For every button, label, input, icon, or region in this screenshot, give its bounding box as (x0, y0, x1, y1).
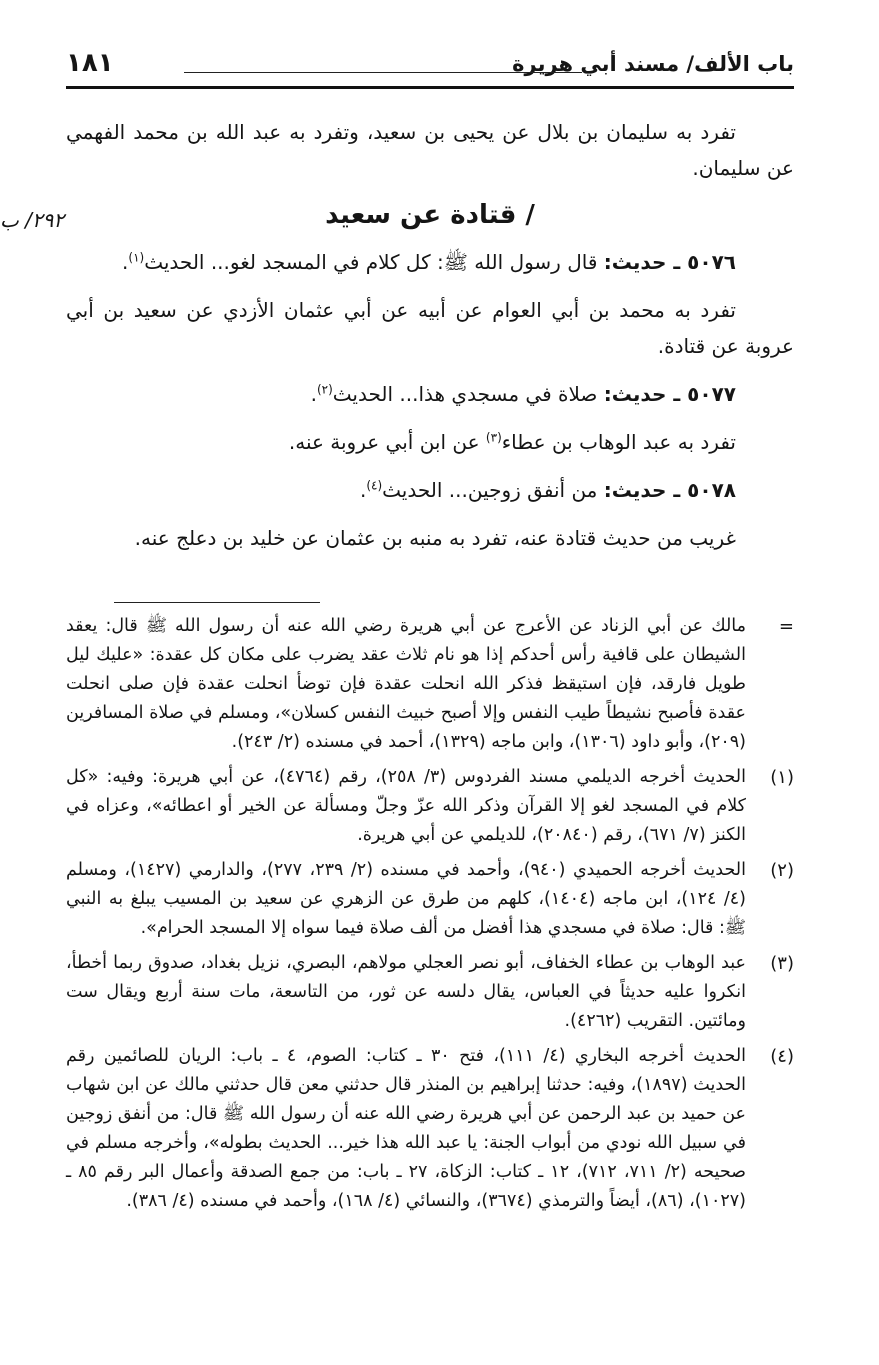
paragraph-2: تفرد به محمد بن أبي العوام عن أبيه عن أبي عثمان الأزدي عن سعيد بن أبي عروبة عن قتادة. (66, 298, 794, 358)
paragraph-3 (66, 424, 794, 460)
page-header (66, 46, 794, 90)
paragraph-3-end: عن ابن أبي عروبة عنه. (288, 430, 480, 454)
header-leader-line (184, 72, 582, 73)
footnote-4 (66, 1042, 794, 1216)
header-rule (66, 86, 794, 89)
footnotes (66, 612, 794, 1222)
hadith-text: من أنفق زوجين... الحديث (382, 478, 598, 502)
footnote-text: عبد الوهاب بن عطاء الخفاف، أبو نصر العجلي مولاهم، البصري، نزيل بغداد، صدوق ربما أخطأ، انكروا عليه حديثاً في العباس، يقال دلسه عن ثور، من التاسعة، مات سنة أربع ويقال ست ومائتين. التقريب (٤٢٦٢). (66, 953, 746, 1031)
hadith-5078: ٥٠٧٨ ـ حديث: من أنفق زوجين... الحديث$^{(٤)}$. (359, 478, 736, 502)
running-title: باب الألف/ مسند أبي هريرة (512, 52, 794, 76)
hadith-text: قال رسول الله ﷺ: كل كلام في المسجد لغو... الحديث (144, 250, 598, 274)
main-text (66, 114, 794, 556)
footnote-1 (66, 763, 794, 850)
footnote-text: الحديث أخرجه الحميدي (٩٤٠)، وأحمد في مسنده (٢/ ٢٣٩، ٢٧٧)، والدارمي (١٤٢٧)، ومسلم (٤/ ١٢٤)، ابن ماجه (١٤٠٤)، كلهم من طرق عن الزهري عن سعيد بن المسيب يبلغ به النبي ﷺ: قال: صلاة في مسجدي هذا أفضل من ألف صلاة فيما سواه إلا المسجد الحرام». (66, 860, 746, 938)
footnote-ref: (٣) (485, 430, 502, 445)
hadith-number: ٥٠٧٧ ـ حديث: (603, 382, 736, 406)
footnote-marker: (٣) (770, 953, 794, 974)
paragraph-1: تفرد به سليمان بن بلال عن يحيى بن سعيد، وتفرد به عبد الله بن محمد الفهمي عن سليمان. (66, 120, 794, 180)
footnote-ref: (١) (128, 250, 145, 265)
hadith-5076: ٥٠٧٦ ـ حديث: قال رسول الله ﷺ: كل كلام في المسجد لغو... الحديث$^{(١)}$. (122, 250, 736, 274)
footnote-text: الحديث أخرجه الديلمي مسند الفردوس (٣/ ٢٥٨)، رقم (٤٧٦٤)، عن أبي هريرة: وفيه: «كل كلام في المسجد لغو إلا القرآن وذكر الله عزّ وجلّ ومسألة عن الخير أو اعطائه»، وعزاه في الكنز (٧/ ٦٧١)، رقم (٢٠٨٤٠)، للديلمي عن أبي هريرة. (66, 767, 747, 845)
footnote-marker: (٢) (770, 860, 794, 881)
page-number: ١٨١ (66, 48, 114, 78)
footnote-text: مالك عن أبي الزناد عن الأعرج عن أبي هريرة رضي الله عنه أن رسول الله ﷺ قال: يعقد الشيطان على قافية رأس أحدكم إذا هو نام ثلاث عقد يضرب على مكان كل عقدة: «عليك ليل طويل فارقد، فإن استيقظ فذكر الله انحلت عقدة فإن توضأ انحلت عقدة فإن صلى انحلت عقدة فأصبح نشيطاً طيب النفس وإلا أصبح خبيث النفس كسلان»، ومسلم في صلاة المسافرين (٢٠٩)، وأبو داود (١٣٠٦)، وابن ماجه (١٣٢٩)، أحمد في مسنده (٢/ ٢٤٣). (66, 616, 746, 752)
footnote-marker: (١) (770, 767, 794, 788)
footnote-ref: (٤) (366, 478, 383, 493)
margin-note: ٢٩٢/ ب (0, 208, 65, 232)
paragraph-4: غريب من حديث قتادة عنه، تفرد به منبه بن عثمان عن خليد بن دعلج عنه. (134, 526, 736, 550)
hadith-5077: ٥٠٧٧ ـ حديث: صلاة في مسجدي هذا... الحديث$^{(٢)}$. (310, 382, 736, 406)
footnote-ref: (٢) (316, 382, 333, 397)
footnote-marker: = (778, 616, 794, 637)
footnote-separator (114, 602, 320, 603)
hadith-text: صلاة في مسجدي هذا... الحديث (332, 382, 598, 406)
section-heading: / قتادة عن سعيد (325, 200, 535, 230)
footnote-marker: (٤) (770, 1046, 794, 1067)
hadith-number: ٥٠٧٨ ـ حديث: (603, 478, 736, 502)
footnote-3 (66, 949, 794, 1036)
hadith-number: ٥٠٧٦ ـ حديث: (603, 250, 736, 274)
footnote-continuation (66, 612, 794, 757)
paragraph-3-start: تفرد به عبد الوهاب بن عطاء (501, 430, 736, 454)
footnote-2 (66, 856, 794, 943)
footnote-text: الحديث أخرجه البخاري (٤/ ١١١)، فتح ٣٠ ـ كتاب: الصوم، ٤ ـ باب: الريان للصائمين رقم الحديث (١٨٩٧)، وفيه: حدثنا إبراهيم بن المنذر قال حدثني معن قال حدثني مالك عن ابن شهاب عن حميد بن عبد الرحمن عن أبي هريرة رضي الله عنه أن رسول الله ﷺ قال: من أنفق زوجين في سبيل الله نودي من أبواب الجنة: يا عبد الله هذا خير... الحديث بطوله»، وأخرجه مسلم في صحيحه (٢/ ٧١١، ٧١٢)، ١٢ ـ كتاب: الزكاة، ٢٧ ـ باب: من جمع الصدقة وأعمال البر رقم ٨٥ ـ (١٠٢٧)، (٨٦)، أيضاً والترمذي (٣٦٧٤)، والنسائي (٤/ ١٦٨)، وأحمد في مسنده (٤/ ٣٨٦). (66, 1046, 747, 1211)
